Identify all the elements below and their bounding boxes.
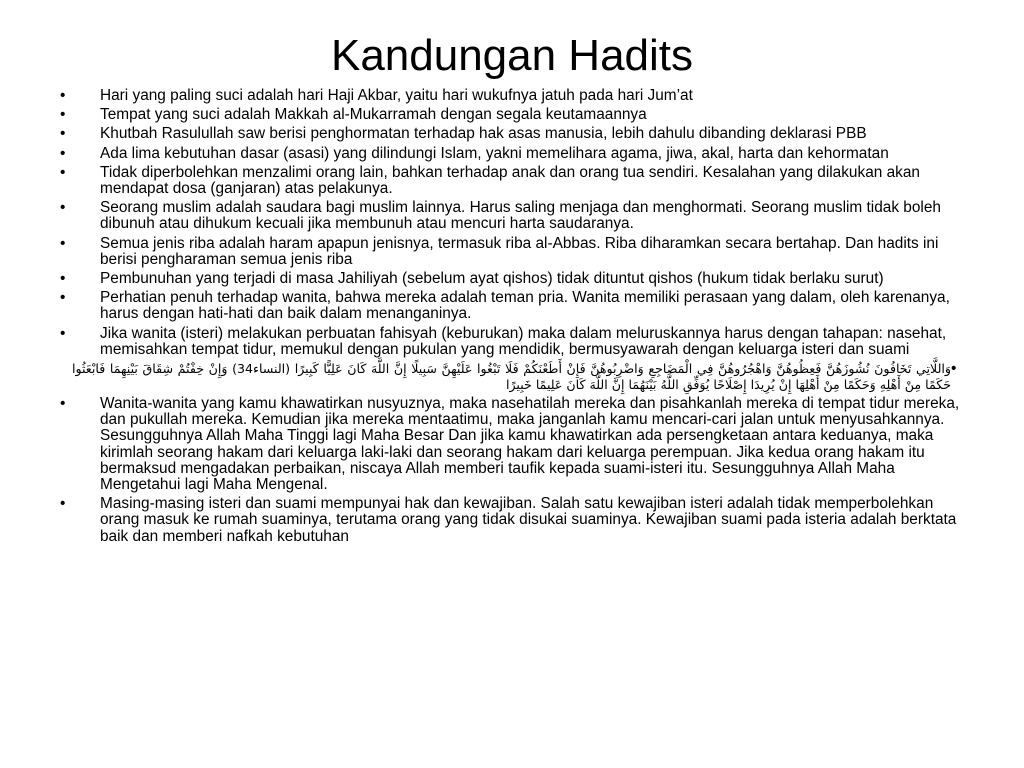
list-item bbox=[60, 236, 965, 268]
bullet-icon: • bbox=[60, 234, 66, 252]
bullet-icon: • bbox=[951, 360, 957, 378]
bullet-icon: • bbox=[60, 270, 66, 288]
bullet-text: Perhatian penuh terhadap wanita, bahwa mereka adalah teman pria. Wanita memiliki perasaan yang dalam, oleh karenanya, harus dengan hati-hati dan baik dalam menanganinya. bbox=[100, 289, 950, 323]
slide-title: Kandungan Hadits bbox=[330, 31, 694, 80]
bullet-icon: • bbox=[60, 163, 66, 181]
bullet-text: Pembunuhan yang terjadi di masa Jahiliyah (sebelum ayat qishos) tidak dituntut qishos (hukum tidak berlaku surut) bbox=[100, 270, 884, 288]
bullet-text: Tidak diperbolehkan menzalimi orang lain, bahkan terhadap anak dan orang tua sendiri. Kesalahan yang dilakukan akan mendapat dosa (ganjaran) atas pelakunya. bbox=[100, 163, 920, 198]
list-item bbox=[60, 271, 965, 287]
bullet-text: Masing-masing isteri dan suami mempunyai hak dan kewajiban. Salah satu kewajiban isteri adalah tidak memperbolehkan orang masuk ke rumah suaminya, terutama orang yang tidak disukai suaminya. Kewajiban suami pada isteria adalah berktata baik dan memberi nafkah kebutuhan bbox=[100, 495, 957, 545]
arabic-verse-text: وَاللَّاتِي تَخَافُونَ نُشُوزَهُنَّ فَعِظُوهُنَّ وَاهْجُرُوهُنَّ فِي الْمَضَاجِعِ وَاضْرِبُوهُنَّ فَإِنْ أَطَعْنَكُمْ فَلَا تَبْغُوا عَلَيْهِنَّ سَبِيلًا إِنَّ اللَّهَ كَانَ عَلِيًّا كَبِيرًا (النساء34) وَإِنْ خِفْتُمْ شِقَاقَ بَيْنِهِمَا فَابْعَثُوا حَكَمًا مِنْ أَهْلِهِ وَحَكَمًا مِنْ أَهْلِهَا إِنْ يُرِيدَا إِصْلَاحًا يُوَفِّقِ اللَّهُ بَيْنَهُمَا إِنَّ اللَّهَ كَانَ عَلِيمًا خَبِيرًا bbox=[72, 361, 951, 393]
bullet-text: Tempat yang suci adalah Makkah al-Mukarramah dengan segala keutamaannya bbox=[100, 106, 647, 124]
list-item bbox=[60, 396, 965, 493]
list-item bbox=[60, 88, 965, 104]
bullet-text: Khutbah Rasulullah saw berisi penghormatan terhadap hak asas manusia, lebih dahulu dibanding deklarasi PBB bbox=[100, 125, 867, 143]
bullet-icon: • bbox=[60, 125, 66, 143]
bullet-text: Jika wanita (isteri) melakukan perbuatan fahisyah (keburukan) maka dalam meluruskannya harus dengan tahapan: nasehat, memisahkan tempat tidur, memukul dengan pukulan yang mendidik, bermusyawarah dengan keluarga isteri dan suami bbox=[100, 324, 947, 358]
bullet-text: Wanita-wanita yang kamu khawatirkan nusyuznya, maka nasehatilah mereka dan pisahkanlah mereka di tempat tidur mereka, dan pukullah mereka. Kemudian jika mereka mentaatimu, maka janganlah kamu mencari-cari jalan untuk menyusahkannya. Sesungguhnya Allah Maha Tinggi lagi Maha Besar Dan jika kamu khawatirkan ada persengketaan antara keduanya, maka kirimlah seorang hakam dari keluarga laki-laki dan seorang hakam dari keluarga perempuan. Jika kedua orang hakam itu bermaksud mengadakan perbaikan, niscaya Allah memberi taufik kepada suami-isteri itu. Sesungguhnya Allah Maha Mengetahui lagi Maha Mengenal. bbox=[100, 395, 960, 494]
bullet-icon: • bbox=[60, 289, 66, 307]
bullet-text: Semua jenis riba adalah haram apapun jenisnya, termasuk riba al-Abbas. Riba diharamkan secara bertahap. Dan hadits ini berisi pengharaman semua jenis riba bbox=[100, 234, 939, 268]
bullet-icon: • bbox=[60, 144, 66, 162]
list-item bbox=[60, 326, 965, 358]
bullet-icon: • bbox=[60, 199, 66, 217]
bullet-text: Seorang muslim adalah saudara bagi muslim lainnya. Harus saling menjaga dan menghormati. Seorang muslim tidak boleh dibunuh atau dihukum kecuali jika membunuh atau mencuri harta saudaranya. bbox=[100, 199, 941, 233]
list-item bbox=[60, 290, 965, 322]
bullet-text: Hari yang paling suci adalah hari Haji Akbar, yaitu hari wukufnya jatuh pada hari Jum’at bbox=[100, 87, 693, 104]
bullet-icon: • bbox=[60, 87, 66, 104]
bullet-list bbox=[60, 88, 965, 548]
list-item bbox=[60, 496, 965, 545]
bullet-icon: • bbox=[60, 495, 66, 513]
list-item bbox=[60, 146, 965, 162]
list-item bbox=[60, 126, 965, 142]
bullet-icon: • bbox=[60, 395, 66, 413]
bullet-icon: • bbox=[60, 106, 66, 124]
list-item bbox=[60, 200, 965, 232]
list-item bbox=[60, 107, 965, 123]
bullet-icon: • bbox=[60, 324, 66, 342]
bullet-text: Ada lima kebutuhan dasar (asasi) yang dilindungi Islam, yakni memelihara agama, jiwa, akal, harta dan kehormatan bbox=[100, 144, 889, 162]
arabic-verse-item bbox=[60, 361, 965, 393]
list-item bbox=[60, 165, 965, 197]
